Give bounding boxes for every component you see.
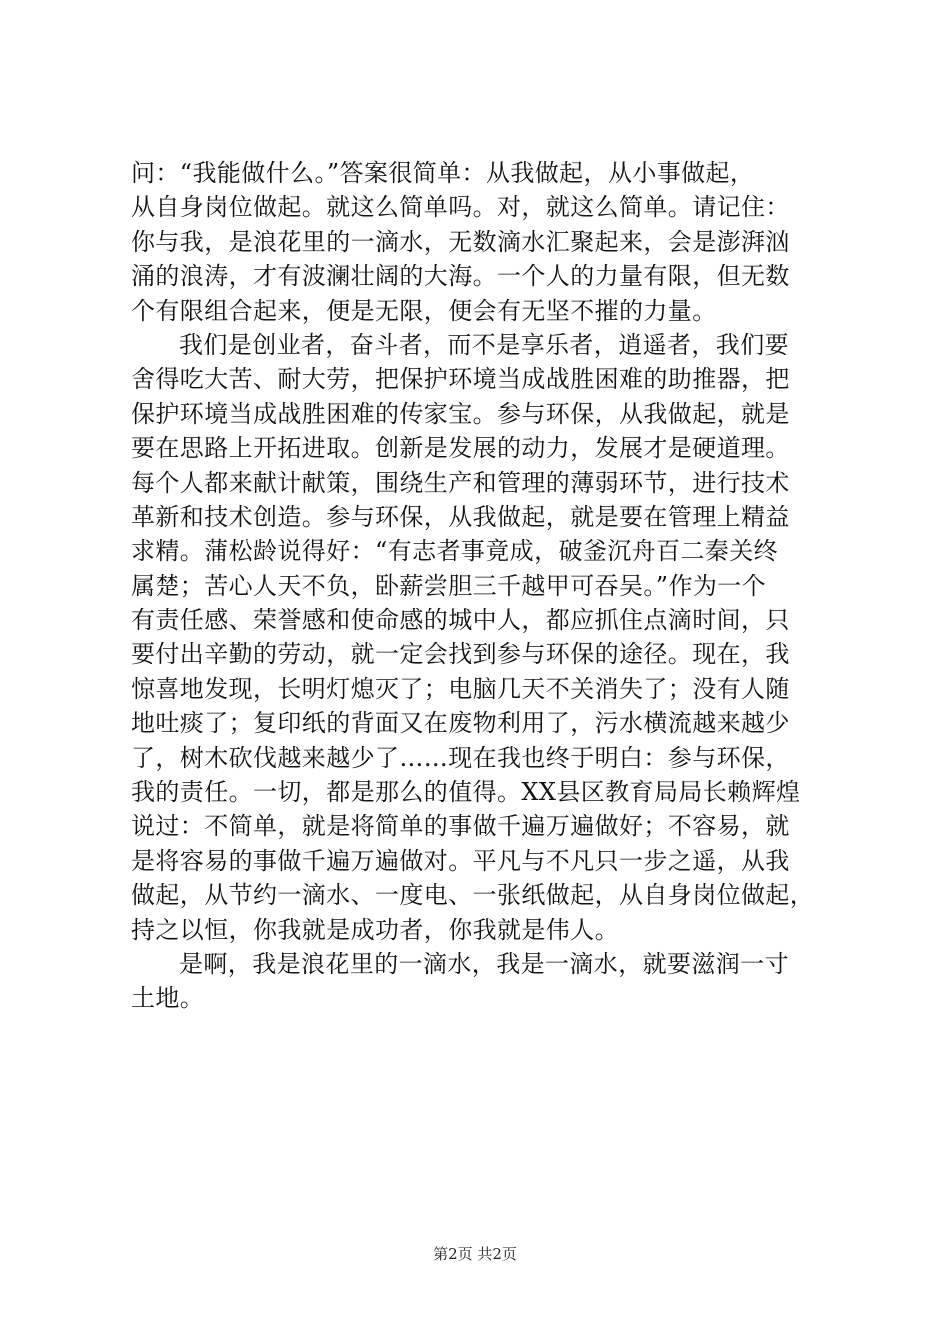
text-line: 了，树木砍伐越来越少了……现在我也终于明白：参与环保，	[131, 743, 790, 772]
text-line: 地吐痰了；复印纸的背面又在废物利用了，污水横流越来越少	[131, 709, 790, 738]
text-line: 舍得吃大苦、耐大劳，把保护环境当成战胜困难的助推器，把	[131, 365, 790, 394]
text-line: 我们是创业者，奋斗者，而不是享乐者，逍遥者，我们要	[179, 330, 789, 359]
text-line: 有责任感、荣誉感和使命感的城中人，都应抓住点滴时间，只	[131, 606, 790, 635]
text-line: 你与我，是浪花里的一滴水，无数滴水汇聚起来，会是澎湃汹	[131, 227, 790, 256]
text-line: 要付出辛勤的劳动，就一定会找到参与环保的途径。现在，我	[131, 640, 790, 669]
text-line: 是将容易的事做千遍万遍做对。平凡与不凡只一步之遥，从我	[131, 846, 790, 875]
text-line: 我的责任。一切，都是那么的值得。XX县区教育局局长赖辉煌	[131, 778, 801, 807]
page-footer: 第2页 共2页	[433, 1245, 517, 1263]
text-line: 个有限组合起来，便是无限，便会有无坚不摧的力量。	[131, 296, 717, 325]
text-line: 说过：不简单，就是将简单的事做千遍万遍做好；不容易，就	[131, 812, 790, 841]
text-line: 保护环境当成战胜困难的传家宝。参与环保，从我做起，就是	[131, 399, 790, 428]
text-line: 属楚；苦心人天不负，卧薪尝胆三千越甲可吞吴。”作为一个	[131, 571, 767, 600]
text-line: 求精。蒲松龄说得好：“有志者事竟成，破釜沉舟百二秦关终	[131, 537, 779, 566]
text-line: 土地。	[131, 984, 205, 1013]
text-line: 持之以恒，你我就是成功者，你我就是伟人。	[131, 915, 619, 944]
text-line: 惊喜地发现，长明灯熄灭了；电脑几天不关消失了；没有人随	[131, 674, 790, 703]
text-line: 是啊，我是浪花里的一滴水，我是一滴水，就要滋润一寸	[179, 949, 789, 978]
document-body	[131, 156, 831, 1016]
text-line: 每个人都来献计献策，围绕生产和管理的薄弱环节，进行技术	[131, 468, 790, 497]
text-line: 革新和技术创造。参与环保，从我做起，就是要在管理上精益	[131, 502, 790, 531]
text-line: 做起，从节约一滴水、一度电、一张纸做起，从自身岗位做起，	[131, 881, 815, 910]
text-line: 涌的浪涛，才有波澜壮阔的大海。一个人的力量有限，但无数	[131, 262, 790, 291]
text-line: 从自身岗位做起。就这么简单吗。对，就这么简单。请记住：	[131, 193, 790, 222]
text-line: 问：“我能做什么。”答案很简单：从我做起，从小事做起，	[131, 159, 755, 187]
text-line: 要在思路上开拓进取。创新是发展的动力，发展才是硬道理。	[131, 434, 790, 463]
